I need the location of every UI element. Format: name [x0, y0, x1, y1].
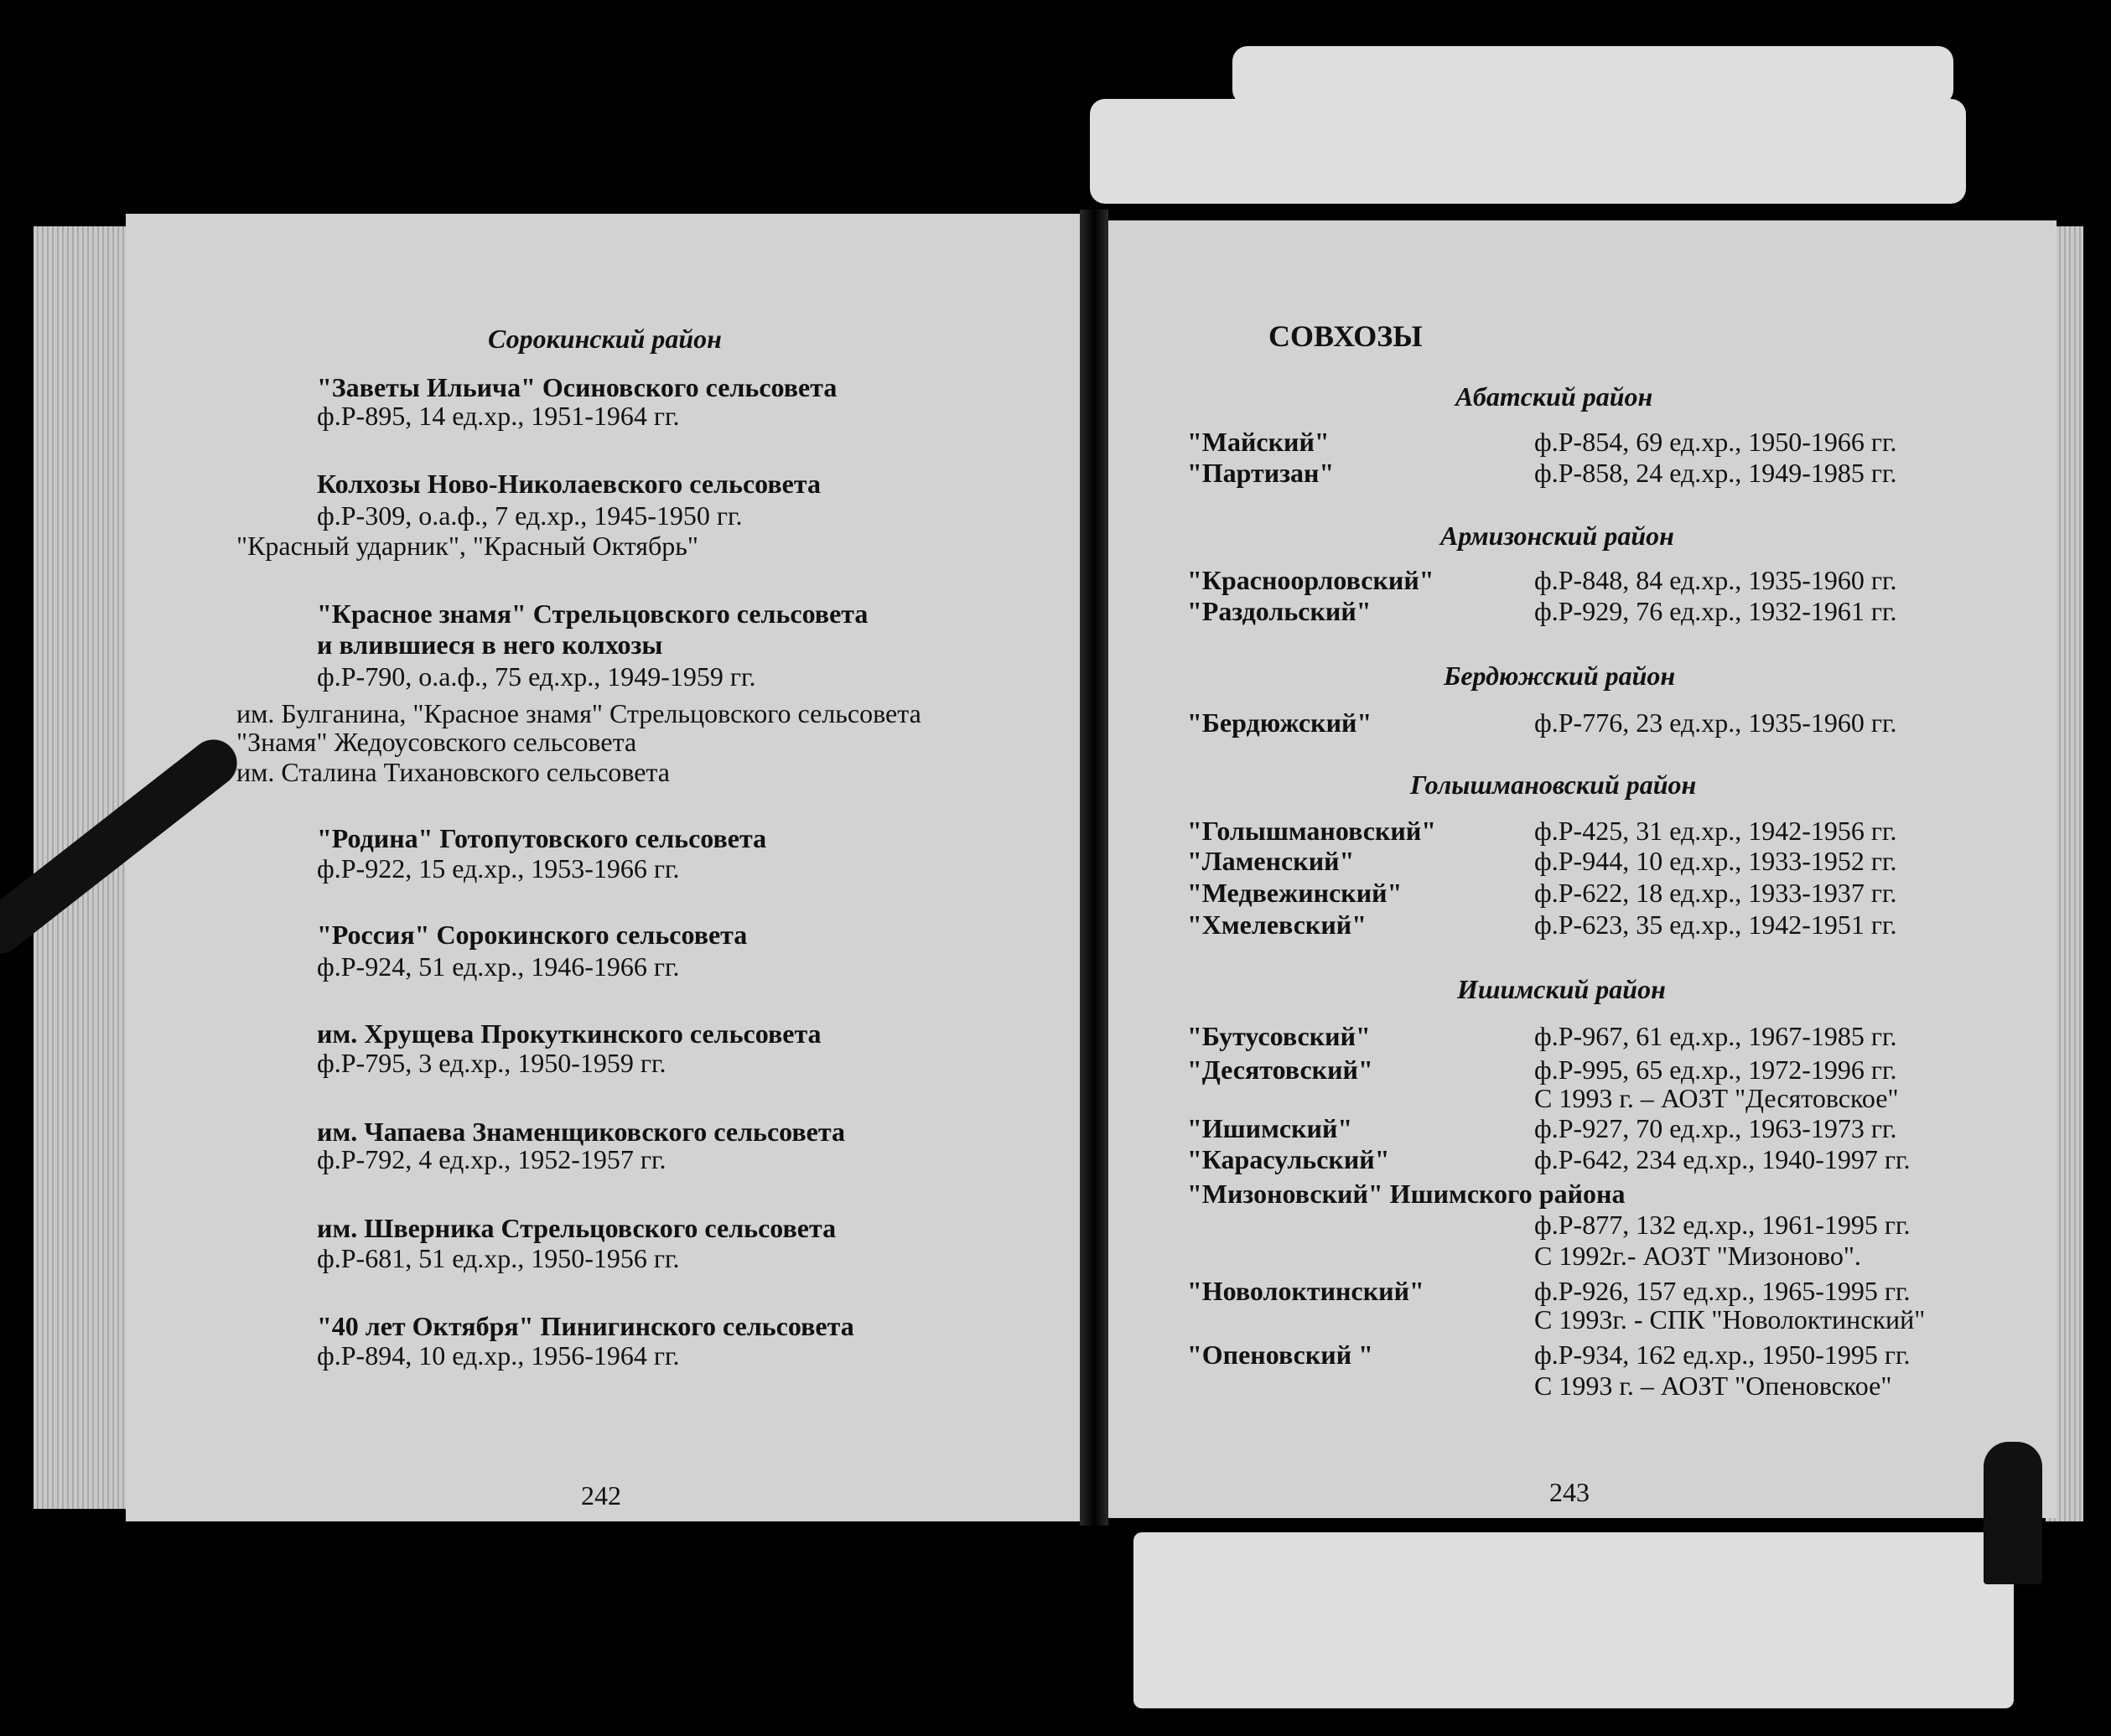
sovkhoz-info: ф.Р-926, 157 ед.хр., 1965-1995 гг. — [1534, 1276, 1911, 1306]
district-title: Ишимский район — [1457, 974, 1666, 1004]
sovkhoz-name: "Мизоновский" Ишимского района — [1187, 1179, 1626, 1209]
entry-title: им. Чапаева Знаменщиковского сельсовета — [317, 1117, 845, 1147]
sovkhoz-info: ф.Р-854, 69 ед.хр., 1950-1966 гг. — [1534, 427, 1897, 457]
entry-note: им. Сталина Тихановского сельсовета — [236, 757, 670, 787]
sovkhoz-info: ф.Р-995, 65 ед.хр., 1972-1996 гг. — [1534, 1055, 1897, 1085]
foam-block-top-2 — [1090, 99, 1966, 204]
sovkhoz-info: ф.Р-425, 31 ед.хр., 1942-1956 гг. — [1534, 816, 1897, 846]
entry-info: ф.Р-792, 4 ед.хр., 1952-1957 гг. — [317, 1144, 666, 1174]
entry-title: "Красное знамя" Стрельцовского сельсовета — [317, 599, 869, 629]
entry-title: "Заветы Ильича" Осиновского сельсовета — [317, 372, 838, 402]
sovkhoz-note: С 1992г.- АОЗТ "Мизоново". — [1534, 1241, 1861, 1271]
sovkhoz-info: ф.Р-944, 10 ед.хр., 1933-1952 гг. — [1534, 846, 1897, 876]
entry-info: ф.Р-894, 10 ед.хр., 1956-1964 гг. — [317, 1340, 680, 1371]
book-gutter — [1080, 210, 1108, 1526]
entry-title: "40 лет Октября" Пинигинского сельсовета — [317, 1311, 854, 1341]
page-number-right: 243 — [1549, 1477, 1590, 1507]
foam-block-top-1 — [1232, 46, 1953, 105]
sovkhoz-note: С 1993 г. – АОЗТ "Опеновское" — [1534, 1371, 1892, 1401]
entry-title: им. Шверника Стрельцовского сельсовета — [317, 1213, 837, 1243]
sovkhoz-name: "Майский" — [1187, 427, 1330, 457]
sovkhoz-note: С 1993г. - СПК "Новолоктинский" — [1534, 1304, 1926, 1334]
entry-title-cont: и влившиеся в него колхозы — [317, 630, 663, 660]
sovkhoz-name: "Ишимский" — [1187, 1113, 1353, 1143]
sovkhoz-info: ф.Р-622, 18 ед.хр., 1933-1937 гг. — [1534, 878, 1897, 908]
sovkhoz-name: "Раздольский" — [1187, 596, 1372, 626]
sovkhoz-name: "Хмелевский" — [1187, 909, 1367, 940]
sovkhoz-info: ф.Р-848, 84 ед.хр., 1935-1960 гг. — [1534, 565, 1897, 595]
sovkhoz-name: "Бердюжский" — [1187, 707, 1372, 738]
foam-block-bottom — [1133, 1532, 2014, 1708]
entry-title: "Родина" Готопутовского сельсовета — [317, 823, 767, 853]
entry-note: "Знамя" Жедоусовского сельсовета — [236, 727, 637, 757]
page-heading: СОВХОЗЫ — [1268, 319, 1423, 353]
entry-title: "Россия" Сорокинского сельсовета — [317, 920, 748, 950]
page-number-left: 242 — [581, 1480, 621, 1511]
entry-info: ф.Р-895, 14 ед.хр., 1951-1964 гг. — [317, 401, 680, 431]
sovkhoz-info: ф.Р-929, 76 ед.хр., 1932-1961 гг. — [1534, 596, 1897, 626]
entry-title: им. Хрущева Прокуткинского сельсовета — [317, 1018, 822, 1049]
sovkhoz-info: ф.Р-877, 132 ед.хр., 1961-1995 гг. — [1534, 1210, 1911, 1240]
sovkhoz-name: "Партизан" — [1187, 458, 1335, 488]
entry-info: ф.Р-790, о.а.ф., 75 ед.хр., 1949-1959 гг. — [317, 661, 756, 692]
entry-info: ф.Р-681, 51 ед.хр., 1950-1956 гг. — [317, 1243, 680, 1273]
entry-info: ф.Р-795, 3 ед.хр., 1950-1959 гг. — [317, 1048, 666, 1078]
entry-note: "Красный ударник", "Красный Октябрь" — [236, 531, 698, 561]
entry-info: ф.Р-309, о.а.ф., 7 ед.хр., 1945-1950 гг. — [317, 500, 743, 531]
sovkhoz-note: С 1993 г. – АОЗТ "Десятовское" — [1534, 1083, 1899, 1113]
entry-note: им. Булганина, "Красное знамя" Стрельцовского сельсовета — [236, 698, 921, 728]
sovkhoz-name: "Бутусовский" — [1187, 1021, 1371, 1051]
sovkhoz-info: ф.Р-642, 234 ед.хр., 1940-1997 гг. — [1534, 1144, 1911, 1174]
entry-info: ф.Р-922, 15 ед.хр., 1953-1966 гг. — [317, 853, 680, 884]
left-section-title: Сорокинский район — [488, 324, 722, 354]
district-title: Армизонский район — [1440, 521, 1674, 551]
sovkhoz-info: ф.Р-858, 24 ед.хр., 1949-1985 гг. — [1534, 458, 1897, 488]
sovkhoz-name: "Десятовский" — [1187, 1055, 1373, 1085]
sovkhoz-info: ф.Р-927, 70 ед.хр., 1963-1973 гг. — [1534, 1113, 1897, 1143]
district-title: Бердюжский район — [1444, 661, 1676, 691]
page-clip-right — [1984, 1442, 2042, 1584]
sovkhoz-info: ф.Р-934, 162 ед.хр., 1950-1995 гг. — [1534, 1340, 1911, 1370]
sovkhoz-name: "Новолоктинский" — [1187, 1276, 1424, 1306]
sovkhoz-name: "Красноорловский" — [1187, 565, 1434, 595]
sovkhoz-name: "Голышмановский" — [1187, 816, 1437, 846]
sovkhoz-info: ф.Р-967, 61 ед.хр., 1967-1985 гг. — [1534, 1021, 1897, 1051]
sovkhoz-name: "Медвежинский" — [1187, 878, 1403, 908]
sovkhoz-name: "Опеновский " — [1187, 1340, 1373, 1370]
district-title: Абатский район — [1455, 381, 1653, 412]
entry-title: Колхозы Ново-Николаевского сельсовета — [317, 469, 821, 499]
sovkhoz-name: "Ламенский" — [1187, 846, 1355, 876]
sovkhoz-name: "Карасульский" — [1187, 1144, 1390, 1174]
sovkhoz-info: ф.Р-776, 23 ед.хр., 1935-1960 гг. — [1534, 707, 1897, 738]
district-title: Голышмановский район — [1410, 770, 1697, 800]
sovkhoz-info: ф.Р-623, 35 ед.хр., 1942-1951 гг. — [1534, 909, 1897, 940]
entry-info: ф.Р-924, 51 ед.хр., 1946-1966 гг. — [317, 951, 680, 982]
